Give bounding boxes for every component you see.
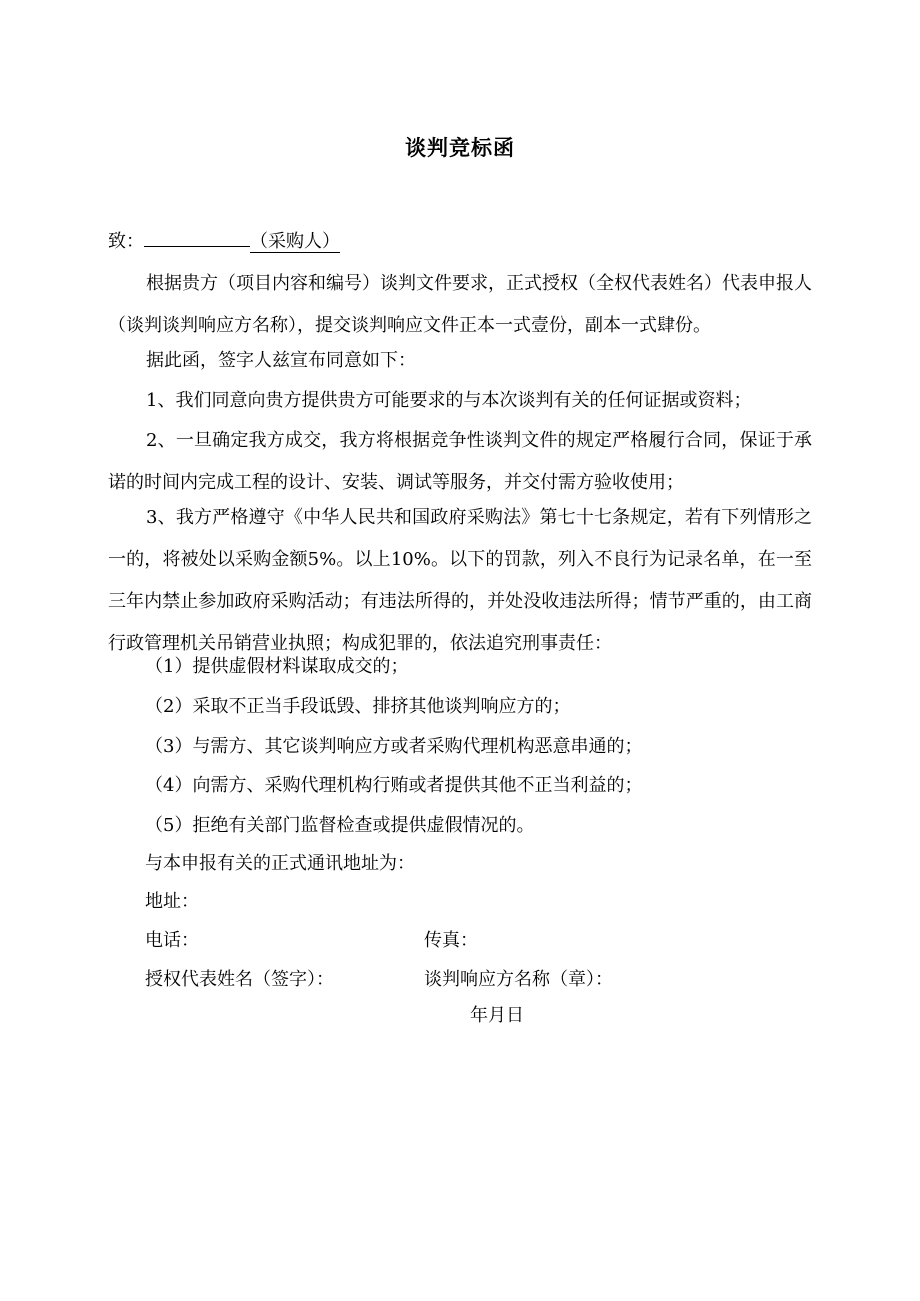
paragraph-clause-3: 3、我方严格遵守《中华人民共和国政府采购法》第七十七条规定，若有下列情形之一的，将被处以采购金额5%。以上10%。以下的罚款，列入不良行为记录名单，在一至三年内禁止参加政府采购活动；有违法所得的，并处没收违法所得；情节严重的，由工商行政管理机关吊销营业执照；构成犯罪的，依法追究刑事责任： (108, 507, 812, 654)
date-label: 年月日 (470, 1005, 524, 1026)
signer-label: 授权代表姓名（签字）： (145, 969, 334, 990)
recipient-line (108, 228, 340, 255)
list-item: （1）提供虚假材料谋取成交的； (145, 656, 409, 677)
contact-intro: 与本申报有关的正式通讯地址为： (145, 853, 415, 874)
list-item: （5）拒绝有关部门监督检查或提供虚假情况的。 (145, 815, 535, 836)
recipient-blank (144, 228, 250, 247)
recipient-prefix: 致： (108, 231, 144, 252)
paragraph-declaration: 据此函，签字人兹宣布同意如下： (146, 350, 416, 371)
list-item: （2）采取不正当手段诋毁、排挤其他谈判响应方的； (145, 696, 571, 717)
address-label: 地址： (145, 891, 199, 912)
fax-label: 传真： (424, 930, 478, 951)
document-title: 谈判竞标函 (405, 136, 515, 160)
company-label: 谈判响应方名称（章）： (424, 969, 613, 990)
phone-label: 电话： (145, 930, 199, 951)
recipient-label: （采购人） (250, 231, 340, 252)
list-item: （4）向需方、采购代理机构行贿或者提供其他不正当利益的； (145, 775, 643, 796)
paragraph-clause-1: 1、我们同意向贵方提供贵方可能要求的与本次谈判有关的任何证据或资料； (146, 390, 752, 411)
paragraph-clause-2: 2、一旦确定我方成交，我方将根据竞争性谈判文件的规定严格履行合同，保证于承诺的时间内完成工程的设计、安装、调试等服务，并交付需方验收使用； (108, 430, 812, 493)
list-item: （3）与需方、其它谈判响应方或者采购代理机构恶意串通的； (145, 736, 643, 757)
paragraph-authorization: 根据贵方（项目内容和编号）谈判文件要求，正式授权（全权代表姓名）代表申报人（谈判谈判响应方名称），提交谈判响应文件正本一式壹份，副本一式肆份。 (108, 273, 812, 336)
